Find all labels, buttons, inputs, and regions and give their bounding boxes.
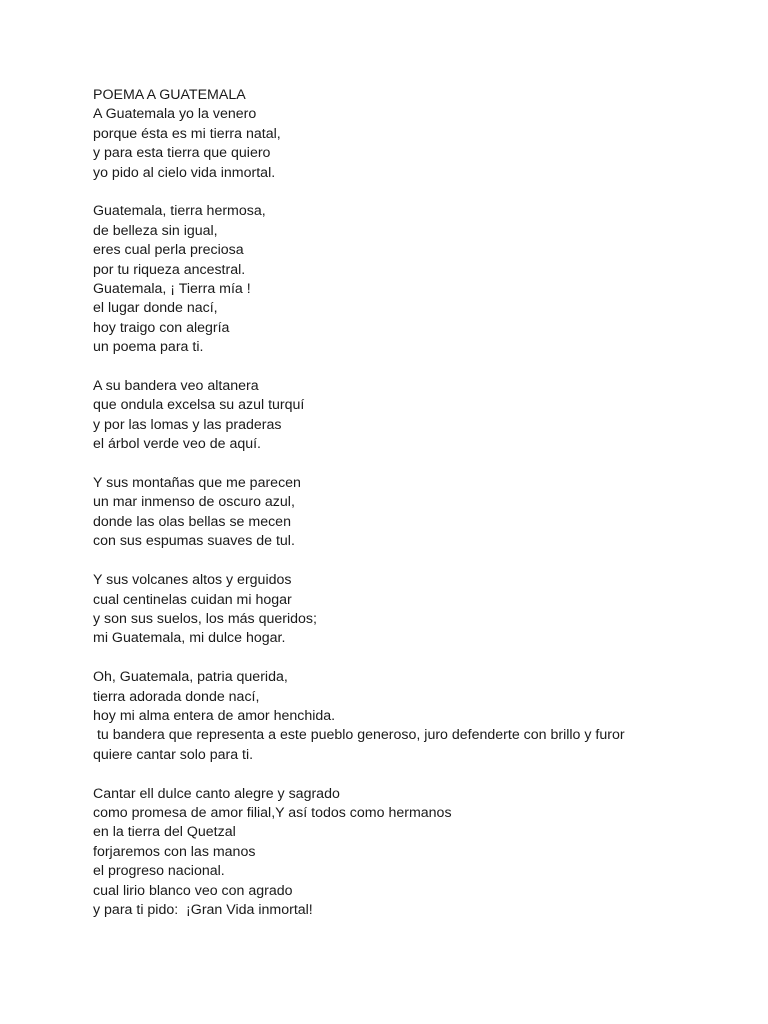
poem-line: Cantar ell dulce canto alegre y sagrado <box>93 785 340 802</box>
poem-line: como promesa de amor filial,Y así todos como hermanos <box>93 804 452 821</box>
poem-line: A Guatemala yo la venero <box>93 106 257 123</box>
poem-line: yo pido al cielo vida inmortal. <box>93 164 276 181</box>
poem-line: mi Guatemala, mi dulce hogar. <box>93 630 286 647</box>
poem-title: POEMA A GUATEMALA <box>93 87 246 103</box>
poem-stanza <box>93 377 753 455</box>
poem-line: Guatemala, ¡ Tierra mía ! <box>93 281 251 298</box>
poem-line: el árbol verde veo de aquí. <box>93 436 261 453</box>
poem-line: de belleza sin igual, <box>93 222 218 239</box>
poem-line: hoy mi alma entera de amor henchida. <box>93 707 336 724</box>
poem-line: Y sus montañas que me parecen <box>93 475 301 492</box>
poem-stanza <box>93 202 753 357</box>
poem-line: en la tierra del Quetzal <box>93 824 236 841</box>
poem-line: A su bandera veo altanera <box>93 378 259 395</box>
poem-stanzas <box>93 105 753 920</box>
poem-line: el progreso nacional. <box>93 863 225 880</box>
poem-line: y son sus suelos, los más queridos; <box>93 610 317 627</box>
poem-line: forjaremos con las manos <box>93 843 256 860</box>
poem-line: el lugar donde nací, <box>93 300 218 317</box>
poem-line: tu bandera que representa a este pueblo generoso, juro defenderte con brillo y furor <box>93 727 625 744</box>
poem-line: hoy traigo con alegría <box>93 319 230 336</box>
poem-line: quiere cantar solo para ti. <box>93 746 254 763</box>
poem-stanza <box>93 105 753 183</box>
poem-line: Oh, Guatemala, patria querida, <box>93 669 288 686</box>
poem-line: con sus espumas suaves de tul. <box>93 533 295 550</box>
poem-line: por tu riqueza ancestral. <box>93 261 246 278</box>
poem-stanza <box>93 785 753 921</box>
poem-line: eres cual perla preciosa <box>93 242 244 259</box>
poem-line: un mar inmenso de oscuro azul, <box>93 494 295 511</box>
poem-line: donde las olas bellas se mecen <box>93 513 291 530</box>
poem-line: un poema para ti. <box>93 339 204 356</box>
poem-line: Y sus volcanes altos y erguidos <box>93 572 292 589</box>
poem-line: que ondula excelsa su azul turquí <box>93 397 305 414</box>
poem-body <box>93 86 753 940</box>
poem-stanza <box>93 668 753 765</box>
poem-line: y para esta tierra que quiero <box>93 145 271 162</box>
poem-line: y para ti pido: ¡Gran Vida inmortal! <box>93 901 313 918</box>
poem-line: tierra adorada donde nací, <box>93 688 260 705</box>
poem-stanza <box>93 571 753 649</box>
poem-line: cual centinelas cuidan mi hogar <box>93 591 292 608</box>
poem-stanza <box>93 474 753 552</box>
poem-line: Guatemala, tierra hermosa, <box>93 203 266 220</box>
poem-line: cual lirio blanco veo con agrado <box>93 882 293 899</box>
poem-line: y por las lomas y las praderas <box>93 416 282 433</box>
poem-line: porque ésta es mi tierra natal, <box>93 125 281 142</box>
